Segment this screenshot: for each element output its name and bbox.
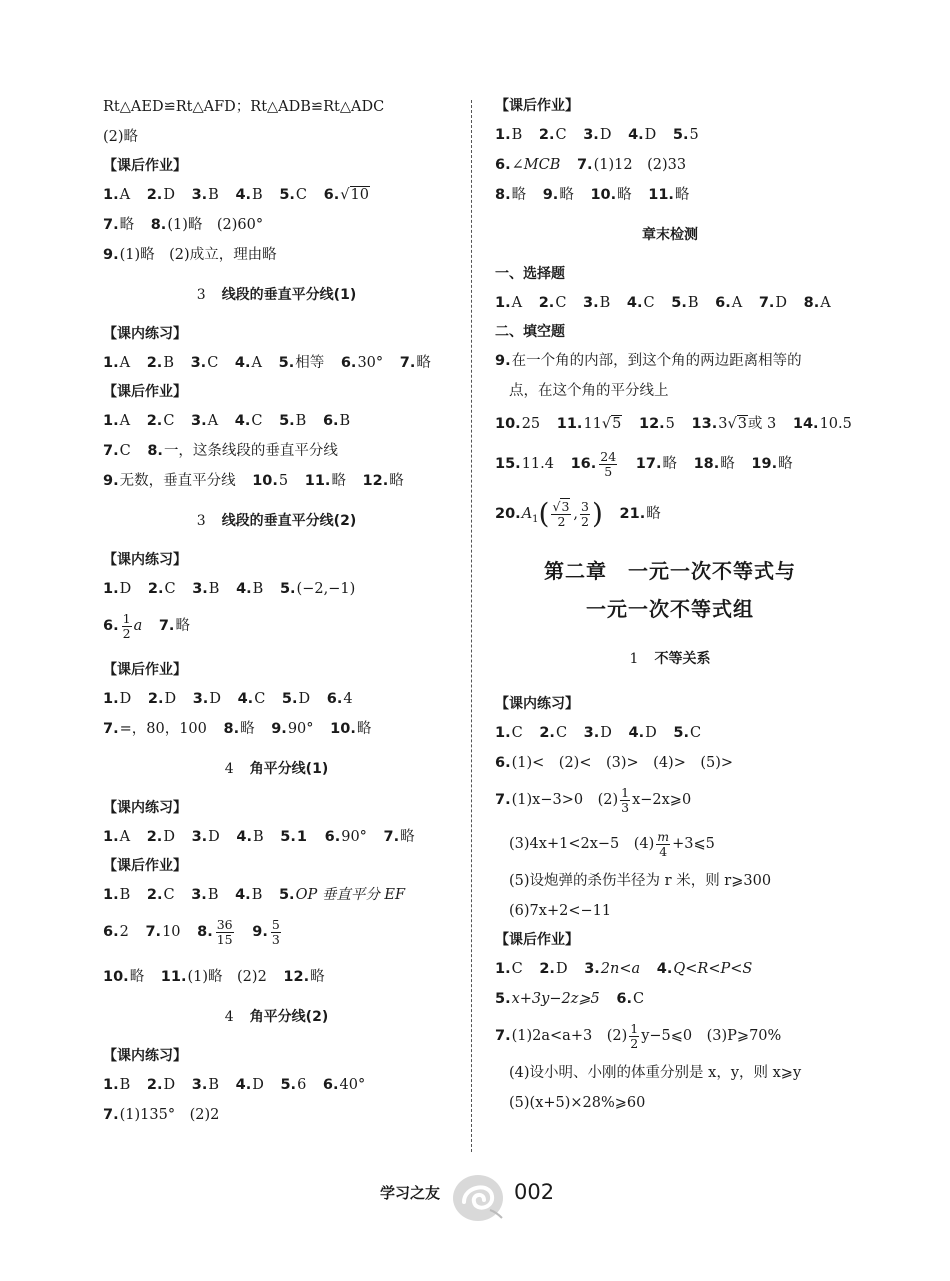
- brand-name: 学习之友: [380, 1184, 441, 1202]
- answer-line: (6)7x+2<−11: [509, 903, 612, 919]
- column-divider: [471, 100, 472, 1152]
- answer-line: 7.(1)135° (2)2: [103, 1107, 220, 1123]
- answer-line: (2)略: [103, 129, 139, 145]
- answer-line: 1.C 2.D 3.2n<a 4.Q<R<P<S: [495, 961, 753, 977]
- right-column: [495, 92, 852, 1118]
- answer-line: 1.A 2.B 3.C 4.A 5.相等 6.30° 7.略: [103, 355, 431, 371]
- section-heading: 二、填空题: [495, 324, 565, 340]
- section-title: 1 不等关系: [629, 651, 711, 667]
- section-heading: 【课后作业】: [103, 662, 187, 678]
- fraction: $\frac{1}{2}$: [122, 610, 131, 641]
- section-heading: 【课后作业】: [103, 384, 187, 400]
- answer-line: 1.A 2.C 3.B 4.C 5.B 6.A 7.D 8.A: [495, 295, 831, 311]
- page-number: 002: [514, 1180, 555, 1204]
- section-heading: 【课后作业】: [495, 98, 579, 114]
- answer-line: 6.∠MCB 7.(1)12 (2)33: [495, 157, 687, 173]
- section-title: 章末检测: [642, 227, 698, 243]
- answer-line: 10.25 11.11√5 12.5 13.3√3或 3 14.10.5: [495, 416, 852, 432]
- answer-line: 1.D 2.D 3.D 4.C 5.D 6.4: [103, 691, 353, 707]
- section-title: 4 角平分线(2): [224, 1009, 329, 1025]
- fraction: $\frac{5}{3}$: [271, 916, 280, 947]
- answer-line: 7.(1)x−3>0 (2) $\frac{1}{3}$ x−2x⩾0: [495, 784, 692, 815]
- answer-line: 1.C 2.C 3.D 4.D 5.C: [495, 725, 702, 741]
- answer-line: 1.A 2.D 3.D 4.B 5.1 6.90° 7.略: [103, 829, 415, 845]
- answer-line: 1.D 2.C 3.B 4.B 5.(−2,−1): [103, 581, 356, 597]
- section-heading: 【课内练习】: [103, 800, 187, 816]
- answer-line: Rt△AED≌Rt△AFD；Rt△ADB≌Rt△ADC: [103, 99, 385, 115]
- page-footer: [380, 1168, 580, 1228]
- section-heading: 【课内练习】: [495, 696, 579, 712]
- chapter-title: 一元一次不等式组: [586, 597, 754, 621]
- fraction: $\frac{1}{3}$: [621, 784, 630, 815]
- fraction: $\frac{36}{15}$: [216, 916, 233, 947]
- answer-line: 8.略 9.略 10.略 11.略: [495, 187, 690, 203]
- answer-line: 1.B 2.C 3.D 4.D 5.5: [495, 127, 699, 143]
- chapter-title: 第二章 一元一次不等式与: [544, 559, 796, 583]
- section-heading: 【课内练习】: [103, 326, 187, 342]
- fraction: $\frac{√3}{2}$: [552, 498, 570, 529]
- answer-line: 5.x+3y−2z⩾5 6.C: [495, 991, 645, 1007]
- fraction: $\frac{m}{4}$: [657, 828, 670, 859]
- answer-line: 1.B 2.C 3.B 4.B 5.OP 垂直平分 EF: [103, 887, 406, 903]
- answer-line: 6.2 7.10 8. $\frac{36}{15}$ 9. $\frac{5}{3}$: [103, 916, 280, 947]
- answer-line: 9.无数，垂直平分线 10.5 11.略 12.略: [103, 473, 404, 489]
- fraction: $\frac{24}{5}$: [600, 448, 617, 479]
- answer-line: 15.11.4 16. $\frac{24}{5}$ 17.略 18.略 19.略: [495, 448, 793, 479]
- section-heading: 【课内练习】: [103, 1048, 187, 1064]
- answer-line: 7.略 8.(1)略 (2)60°: [103, 217, 264, 233]
- section-title: 4 角平分线(1): [224, 761, 329, 777]
- answer-line: (3)4x+1<2x−5 (4) $\frac{m}{4}$ +3⩽5: [509, 828, 715, 859]
- section-heading: 【课后作业】: [103, 158, 187, 174]
- answer-line: $20.A_1$( $\frac{√3}{2}$ , $\frac{3}{2}$ ) 21.略: [495, 497, 661, 530]
- answer-line: 9.(1)略 (2)成立，理由略: [103, 247, 277, 263]
- answer-line: 7.C 8.一，这条线段的垂直平分线: [103, 443, 338, 459]
- swirl-logo-icon: [450, 1172, 506, 1224]
- answer-line: 6.(1)< (2)< (3)> (4)> (5)>: [495, 755, 734, 771]
- answer-line: (5)(x+5)×28%⩾60: [509, 1095, 646, 1111]
- section-heading: 【课后作业】: [103, 858, 187, 874]
- fraction: $\frac{1}{2}$: [630, 1020, 639, 1051]
- answer-line: 10.略 11.(1)略 (2)2 12.略: [103, 969, 325, 985]
- answer-line: 6. $\frac{1}{2}$ a 7.略: [103, 610, 190, 641]
- answer-line: 1.B 2.D 3.B 4.D 5.6 6.40°: [103, 1077, 366, 1093]
- answer-line: (4)设小明、小刚的体重分别是 x，y，则 x⩾y: [509, 1065, 802, 1081]
- section-heading: 一、选择题: [495, 266, 565, 282]
- section-title: 3 线段的垂直平分线(2): [196, 513, 357, 529]
- left-column: [103, 92, 450, 1130]
- section-title: 3 线段的垂直平分线(1): [196, 287, 357, 303]
- section-heading: 【课后作业】: [495, 932, 579, 948]
- answer-line: 点，在这个角的平分线上: [509, 383, 669, 399]
- answer-line: 1.A 2.D 3.B 4.B 5.C 6.√10: [103, 187, 369, 203]
- answer-line: 9.在一个角的内部，到这个角的两边距离相等的: [495, 353, 802, 369]
- answer-line: (5)设炮弹的杀伤半径为 r 米，则 r⩾300: [509, 873, 772, 889]
- answer-line: 7.(1)2a<a+3 (2) $\frac{1}{2}$ y−5⩽0 (3)P⩾70%: [495, 1020, 782, 1051]
- fraction: $\frac{3}{2}$: [581, 498, 589, 529]
- answer-line: 1.A 2.C 3.A 4.C 5.B 6.B: [103, 413, 351, 429]
- answer-line: 7.=，80，100 8.略 9.90° 10.略: [103, 721, 372, 737]
- section-heading: 【课内练习】: [103, 552, 187, 568]
